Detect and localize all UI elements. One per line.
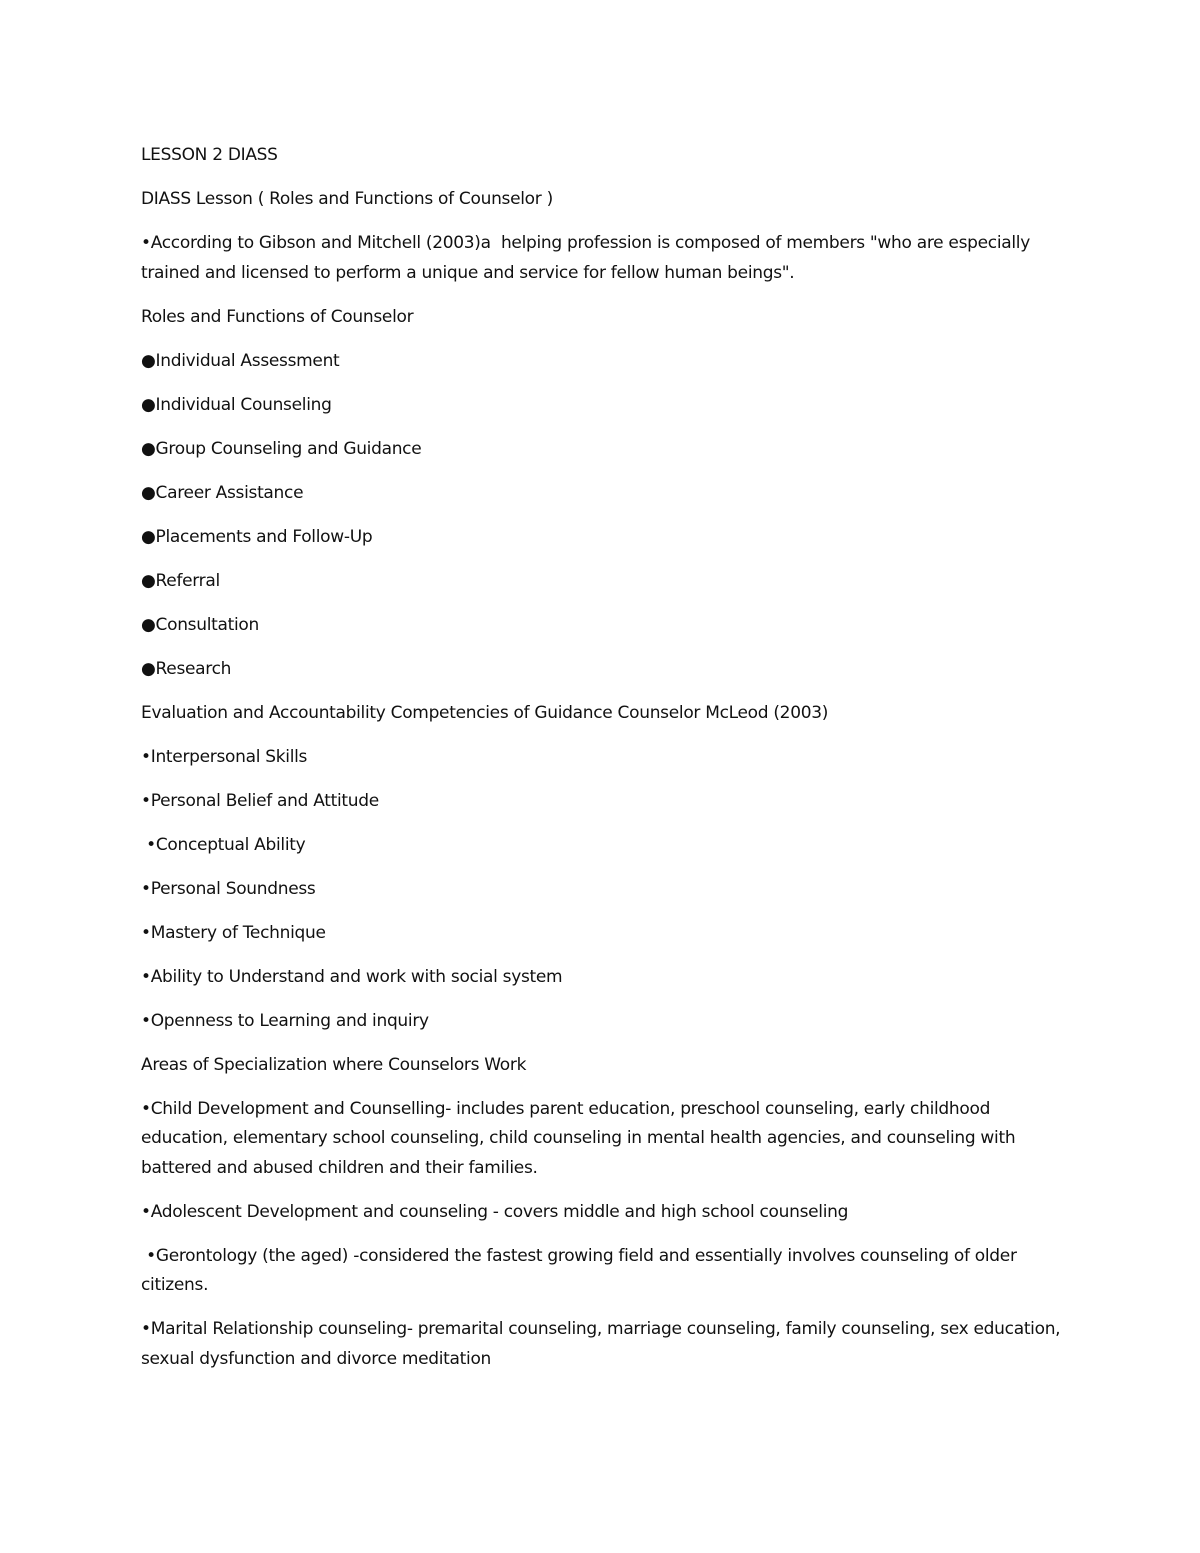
competencies-heading: Evaluation and Accountability Competencies of Guidance Counselor McLeod (2003): [141, 702, 829, 723]
area-item-gerontology: •Gerontology (the aged) -considered the fastest growing field and essentially involves counseling of older citizens.: [141, 1245, 1022, 1295]
roles-heading: Roles and Functions of Counselor: [141, 306, 414, 327]
roles-item-individual-counseling: ●Individual Counseling: [141, 394, 332, 415]
area-item-child: •Child Development and Counselling- includes parent education, preschool counseling, early childhood education, elementary school counseling, child counseling in mental health agencies, and counseling with battered and abused children and their families.: [141, 1098, 1021, 1178]
areas-heading: Areas of Specialization where Counselors Work: [141, 1054, 527, 1075]
competency-item-belief: •Personal Belief and Attitude: [141, 790, 379, 811]
area-item-adolescent: •Adolescent Development and counseling - covers middle and high school counseling: [141, 1201, 849, 1222]
competency-item-conceptual: •Conceptual Ability: [141, 834, 306, 855]
roles-item-individual-assessment: ●Individual Assessment: [141, 350, 340, 371]
roles-item-placements: ●Placements and Follow-Up: [141, 526, 373, 547]
competency-item-social-system: •Ability to Understand and work with social system: [141, 966, 563, 987]
competency-item-openness: •Openness to Learning and inquiry: [141, 1010, 429, 1031]
roles-item-consultation: ●Consultation: [141, 614, 259, 635]
document-title: LESSON 2 DIASS: [141, 145, 278, 165]
competency-item-soundness: •Personal Soundness: [141, 878, 316, 899]
intro-paragraph: •According to Gibson and Mitchell (2003)a helping profession is composed of members "who are especially trained and licensed to perform a unique and service for fellow human beings".: [141, 233, 1036, 283]
roles-item-career-assistance: ●Career Assistance: [141, 482, 304, 503]
roles-item-group-counseling: ●Group Counseling and Guidance: [141, 438, 422, 459]
document-page: [141, 141, 1066, 1389]
document-subtitle: DIASS Lesson ( Roles and Functions of Counselor ): [141, 189, 553, 209]
competency-item-interpersonal: •Interpersonal Skills: [141, 746, 308, 767]
competency-item-mastery: •Mastery of Technique: [141, 922, 326, 943]
roles-item-research: ●Research: [141, 658, 232, 679]
roles-item-referral: ●Referral: [141, 570, 220, 591]
area-item-marital: •Marital Relationship counseling- premarital counseling, marriage counseling, family counseling, sex education, sexual dysfunction and divorce meditation: [141, 1319, 1066, 1369]
